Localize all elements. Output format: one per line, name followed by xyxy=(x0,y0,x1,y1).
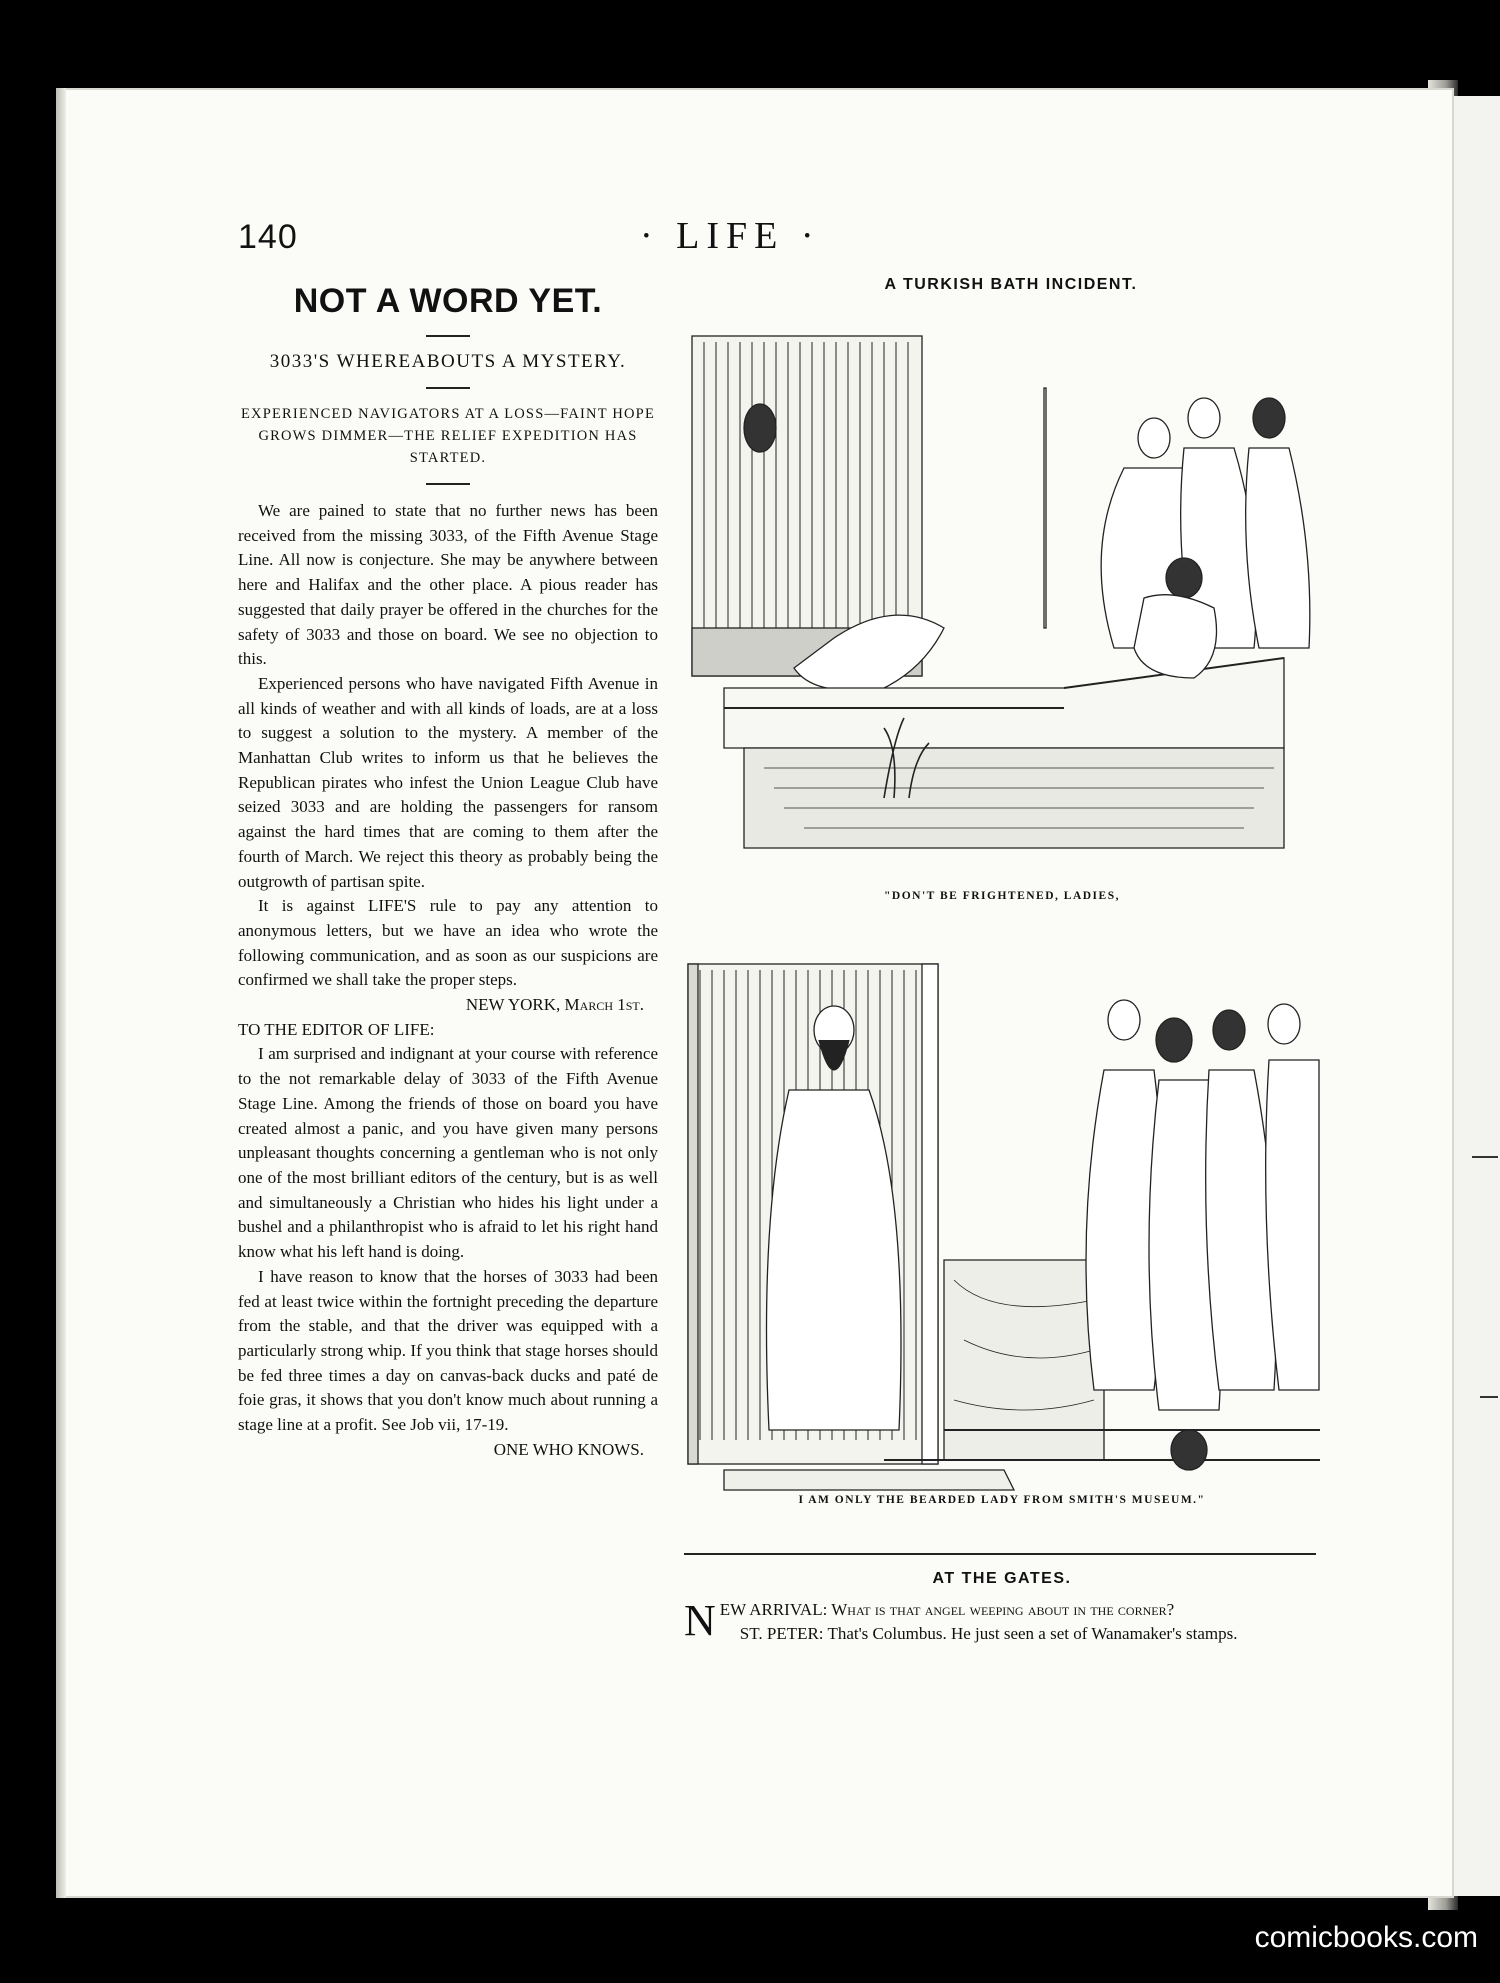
page-number: 140 xyxy=(238,218,298,256)
article-subhead: EXPERIENCED NAVIGATORS AT A LOSS—FAINT HOPE GROWS DIMMER—THE RELIEF EXPEDITION HAS STARTED. xyxy=(240,406,656,466)
article-title: NOT A WORD YET. xyxy=(293,282,603,320)
masthead: · LIFE · xyxy=(640,215,821,257)
divider xyxy=(426,483,470,485)
article-column xyxy=(238,282,658,1462)
cartoon-caption-2: I AM ONLY THE BEARDED LADY FROM SMITH'S MUSEUM." xyxy=(798,1494,1206,1506)
paragraph: It is against LIFE'S rule to pay any attention to anonymous letters, but we have an idea who wrote the following communication, and as soon as our suspicions are confirmed we shall take the proper steps. xyxy=(238,896,658,990)
drop-cap: N xyxy=(684,1596,716,1645)
letter-paragraph: I am surprised and indignant at your course with reference to the not remarkable delay of 3033 of the Fifth Avenue Stage Line. Among the friends of those on board you have created almost a panic, and you have given many persons unpleasant thoughts concerning a gentleman who is not only one of the most brilliant editors of the century, but is as well and simultaneously a Christian who hides his light under a bushel and a philanthropist who is afraid to let his right hand know what his left hand is doing. xyxy=(238,1044,658,1262)
divider xyxy=(426,335,470,337)
page-edge xyxy=(56,88,66,1898)
salutation: TO THE EDITOR OF LIFE: xyxy=(238,1019,435,1039)
paragraph: We are pained to state that no further news has been received from the missing 3033, of the Fifth Avenue Stage Line. All now is conjecture. She may be anywhere between here and Halifax and the other place. A pious reader has suggested that daily prayer be offered in the churches for the safety of 3033 and those on board. We see no objection to this. xyxy=(238,501,658,669)
gates-title: AT THE GATES. xyxy=(932,1570,1072,1587)
bath-illustration-1 xyxy=(684,328,1320,888)
bath-illustration-2 xyxy=(684,960,1320,1500)
cartoon-panel-2 xyxy=(684,960,1320,1506)
gates-line-2: ST. PETER: That's Columbus. He just seen a set of Wanamaker's stamps. xyxy=(739,1624,1238,1643)
letter-paragraph: I have reason to know that the horses of 3033 had been fed at least twice within the fortnight preceding the departure from the stable, and that the driver was equipped with a particularly strong whip. If you think that stage horses should be fed three times a day on canvas-back ducks and paté de foie gras, it shows that you don't know much about running a stage line at a profit. See Job vii, 17-19. xyxy=(238,1266,658,1435)
divider xyxy=(684,1553,1316,1555)
cartoon-panel-1 xyxy=(684,328,1320,902)
gates-line-1: EW ARRIVAL: What is that angel weeping about in the corner? xyxy=(719,1600,1175,1619)
article-body xyxy=(238,499,658,1462)
signature: ONE WHO KNOWS. xyxy=(493,1439,644,1459)
divider xyxy=(426,387,470,389)
dateline: NEW YORK, March 1st. xyxy=(465,995,644,1015)
site-watermark: comicbooks.com xyxy=(1254,1921,1478,1954)
next-page-edge xyxy=(1452,96,1500,1896)
gates-body xyxy=(684,1598,1320,1646)
cartoon-title: A TURKISH BATH INCIDENT. xyxy=(884,276,1138,293)
cartoon-column xyxy=(684,276,1320,1506)
paragraph: Experienced persons who have navigated Fifth Avenue in all kinds of weather and with all kinds of loads, are at a loss to suggest a solution to the mystery. A member of the Manhattan Club writes to inform us that he believes the Republican pirates who infest the Union League Club have seized 3033 and are holding the passengers for ransom against the hard times that are coming to them after the fourth of March. We reject this theory as probably being the outgrowth of partisan spite. xyxy=(238,673,658,891)
article-subtitle: 3033'S WHEREABOUTS A MYSTERY. xyxy=(269,351,627,372)
cartoon-caption-1: "DON'T BE FRIGHTENED, LADIES, xyxy=(884,890,1120,902)
